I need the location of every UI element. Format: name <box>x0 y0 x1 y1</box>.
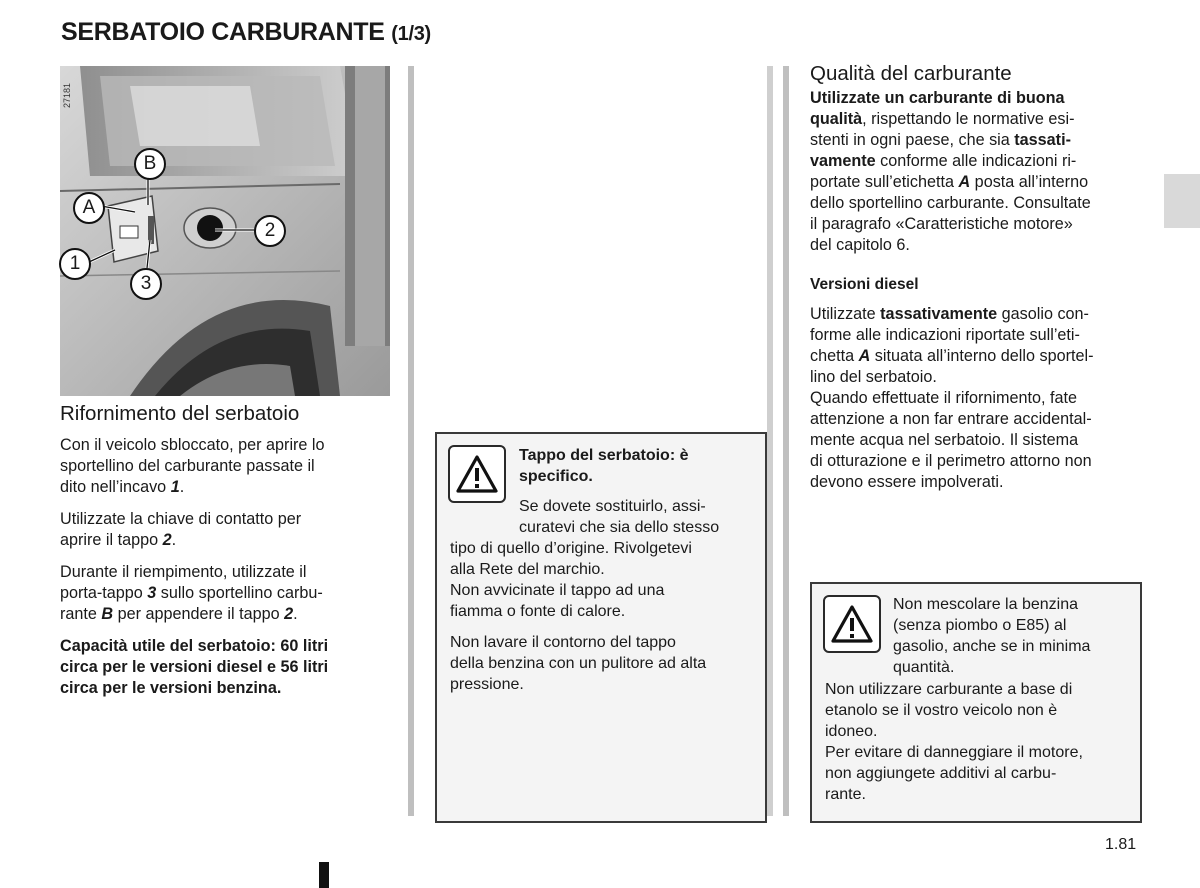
page-number: 1.81 <box>1105 836 1137 853</box>
ref-number: 2 <box>162 531 172 549</box>
text: devono essere impolverati. <box>810 473 1004 491</box>
text: mente acqua nel serbatoio. Il sistema <box>810 431 1079 449</box>
text: porta-tappo <box>60 584 148 602</box>
text: specifico. <box>519 468 593 485</box>
text: vamente <box>810 152 876 170</box>
text: non aggiungete additivi al carbu- <box>825 765 1057 782</box>
page-part: (1/3) <box>391 23 431 45</box>
tank-capacity <box>60 636 391 699</box>
refuelling-paragraph-2 <box>60 509 391 551</box>
text: Non avvicinate il tappo ad una <box>450 582 665 599</box>
refuelling-body <box>60 435 391 699</box>
text: dito nell’incavo <box>60 478 171 496</box>
text: forme alle indicazioni riportate sull’eti- <box>810 326 1080 344</box>
text: di otturazione e il perimetro attorno non <box>810 452 1092 470</box>
text: Utilizzate la chiave di contatto per <box>60 510 302 528</box>
text: rante. <box>825 786 866 803</box>
callout-3: 3 <box>130 268 162 300</box>
text: lino del serbatoio. <box>810 368 937 386</box>
text: della benzina con un pulitore ad alta <box>450 655 707 672</box>
cap-warning-side <box>519 496 752 538</box>
text: portate sull’etichetta <box>810 173 959 191</box>
text: etanolo se il vostro veicolo non è <box>825 702 1058 719</box>
ref-letter: B <box>101 605 114 623</box>
text: quantità. <box>893 659 955 676</box>
text: . <box>179 478 185 496</box>
text: chetta <box>810 347 859 365</box>
text: circa per le versioni diesel e 56 litri <box>60 658 329 676</box>
line <box>60 456 391 477</box>
text: circa per le versioni benzina. <box>60 679 282 697</box>
mix-warning-box <box>810 582 1142 823</box>
text: Non utilizzare carburante a base di <box>825 681 1073 698</box>
ref-number: 3 <box>147 584 157 602</box>
text: attenzione a non far entrare accidental- <box>810 410 1092 428</box>
text: Se dovete sostituirlo, assi- <box>519 498 706 515</box>
text: Con il veicolo sbloccato, per aprire lo <box>60 436 325 454</box>
text: sullo sportellino carbu- <box>156 584 323 602</box>
diesel-title: Versioni diesel <box>810 276 919 293</box>
text: qualità <box>810 110 863 128</box>
text: situata all’interno dello sportel- <box>870 347 1094 365</box>
diesel-body <box>810 304 1140 493</box>
warning-triangle-icon <box>448 445 506 503</box>
cap-warning-heading <box>519 445 752 487</box>
text: (senza piombo o E85) al <box>893 617 1067 634</box>
page-title-text: SERBATOIO CARBURANTE <box>61 18 385 46</box>
text: il paragrafo «Caratteristiche motore» <box>810 215 1073 233</box>
text: Quando effettuate il rifornimento, fate <box>810 389 1077 407</box>
figure-code: 27181 <box>62 82 72 108</box>
callout-b: B <box>134 148 166 180</box>
ref-letter: A <box>958 173 971 191</box>
text: conforme alle indicazioni ri- <box>875 152 1077 170</box>
text: gasolio, anche se in minima <box>893 638 1091 655</box>
text: alla Rete del marchio. <box>450 561 605 578</box>
text: aprire il tappo <box>60 531 163 549</box>
text: Utilizzate <box>810 305 881 323</box>
text: Tappo del serbatoio: è <box>519 447 689 464</box>
mix-warning-side <box>893 594 1128 678</box>
text: , rispettando le normative esi- <box>862 110 1075 128</box>
text: curatevi che sia dello stesso <box>519 519 720 536</box>
text: posta all’interno <box>970 173 1089 191</box>
text: stenti in ogni paese, che sia <box>810 131 1015 149</box>
text: . <box>293 605 298 623</box>
text: per appendere il tappo <box>113 605 285 623</box>
text: del capitolo 6. <box>810 236 910 254</box>
text: tipo di quello d’origine. Rivolgetevi <box>450 540 692 557</box>
text: . <box>171 531 177 549</box>
fuel-quality-title: Qualità del carburante <box>810 62 1012 85</box>
callout-a: A <box>73 192 105 224</box>
text: Utilizzate un carburante di buona <box>810 89 1065 107</box>
refuelling-title: Rifornimento del serbatoio <box>60 402 300 425</box>
crop-mark <box>319 862 329 888</box>
column-divider <box>783 66 789 816</box>
text: gasolio con- <box>997 305 1089 323</box>
callout-1: 1 <box>59 248 91 280</box>
text: pressione. <box>450 676 524 693</box>
callout-2: 2 <box>254 215 286 247</box>
cap-warning-body <box>450 538 753 695</box>
text: Per evitare di danneggiare il motore, <box>825 744 1083 761</box>
text: Non mescolare la benzina <box>893 596 1078 613</box>
column-divider <box>767 66 773 816</box>
refuelling-paragraph-1 <box>60 435 391 498</box>
chapter-tab-marker <box>1164 174 1200 228</box>
line <box>60 435 391 456</box>
warning-triangle-icon <box>823 595 881 653</box>
text: rante <box>60 605 102 623</box>
text: fiamma o fonte di calore. <box>450 603 626 620</box>
mix-warning-body <box>825 679 1128 805</box>
text: sportellino del carburante passate il <box>60 457 315 475</box>
fuel-quality-body <box>810 88 1140 256</box>
refuelling-paragraph-3 <box>60 562 391 625</box>
cap-warning-box <box>435 432 767 823</box>
text: dello sportellino carburante. Consultate <box>810 194 1091 212</box>
column-divider <box>408 66 414 816</box>
ref-letter: A <box>858 347 871 365</box>
text: idoneo. <box>825 723 878 740</box>
text: tassativamente <box>880 305 998 323</box>
ref-number: 1 <box>170 478 180 496</box>
text: Non lavare il contorno del tappo <box>450 634 676 651</box>
text: Capacità utile del serbatoio: 60 litri <box>60 637 329 655</box>
page-title <box>61 18 431 47</box>
text: tassati- <box>1014 131 1071 149</box>
ref-number: 2 <box>284 605 294 623</box>
text: Durante il riempimento, utilizzate il <box>60 563 307 581</box>
